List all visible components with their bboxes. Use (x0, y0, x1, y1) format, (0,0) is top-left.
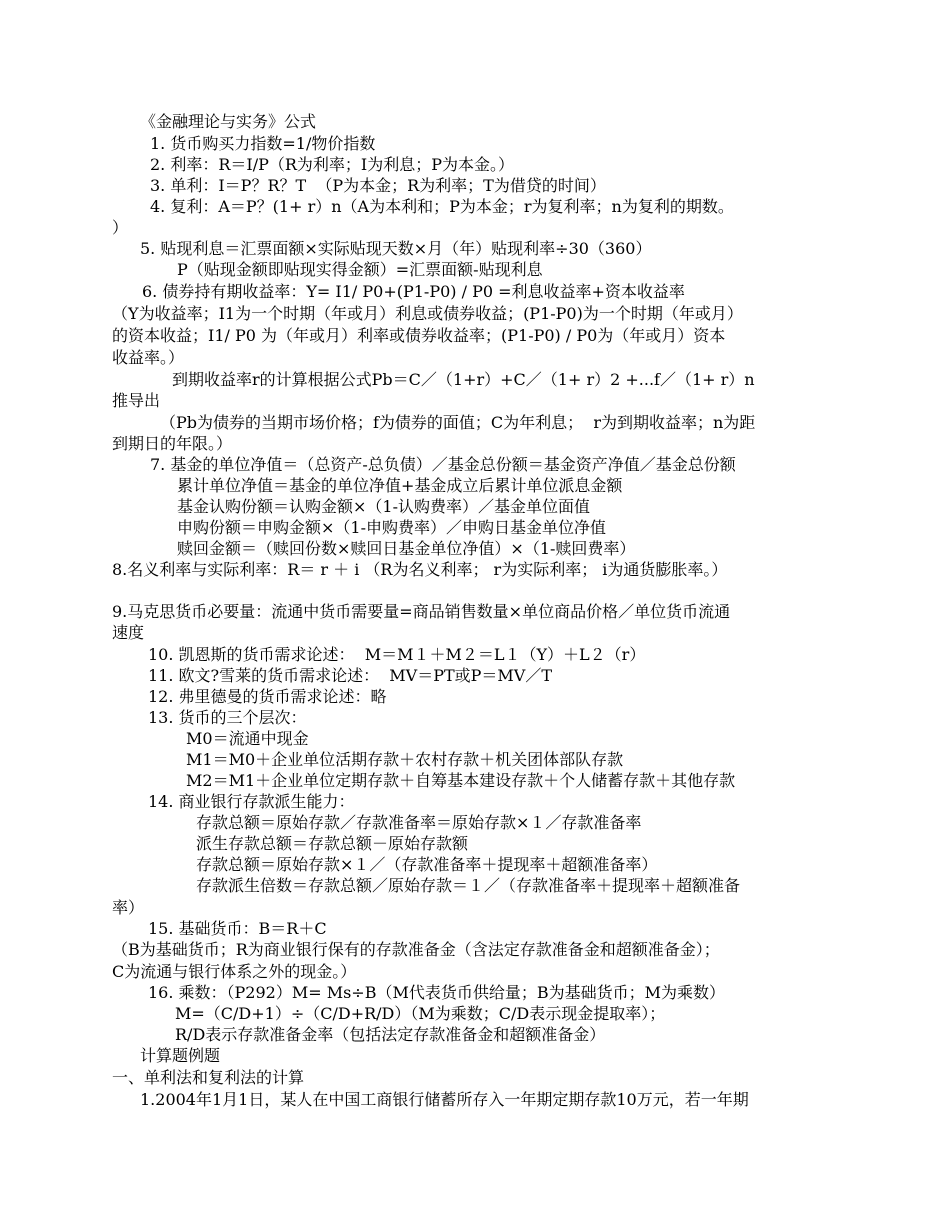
text-line: 的资本收益；I1/ P0 为（年或月）利率或债券收益率；(P1-P0) / P0为（年或月）资本 (112, 326, 726, 345)
text-line: 12. 弗里德曼的货币需求论述：略 (148, 687, 387, 706)
text-line: 7. 基金的单位净值＝（总资产-总负债）／基金总份额＝基金资产净值／基金总份额 (150, 455, 736, 474)
text-line: 2. 利率：R＝I/P（R为利率；I为利息；P为本金。） (150, 155, 515, 174)
text-line: P（贴现金额即贴现实得金额）=汇票面额-贴现利息 (177, 260, 543, 279)
text-line: M0＝流通中现金 (186, 729, 309, 748)
text-line: 赎回金额＝（赎回份数×赎回日基金单位净值）×（1-赎回费率） (177, 539, 636, 558)
text-line: M1＝M0＋企业单位活期存款＋农村存款＋机关团体部队存款 (186, 750, 624, 769)
text-line: 一、单利法和复利法的计算 (112, 1068, 305, 1087)
text-line: 存款派生倍数＝存款总额／原始存款＝１／（存款准备率＋提现率＋超额准备 (196, 876, 741, 895)
text-line: （B为基础货币；R为商业银行保有的存款准备金（含法定存款准备金和超额准备金）； (112, 940, 720, 959)
text-line: 到期收益率r的计算根据公式Pb＝C／（1+r）+C／（1+ r）2 +...f／（1+ r）n (172, 370, 755, 389)
text-line: 基金认购份额＝认购金额×（1-认购费率）／基金单位面值 (177, 497, 590, 516)
text-line: 6. 债券持有期收益率：Y= I1/ P0+(P1-P0) / P0 =利息收益率+资本收益率 (142, 282, 685, 301)
text-line: 1. 货币购买力指数=1/物价指数 (150, 134, 376, 153)
text-line: R/D表示存款准备金率（包括法定存款准备金和超额准备金） (175, 1025, 606, 1044)
text-line: 16. 乘数：（P292）M= Ms÷B（M代表货币供给量；B为基础货币；M为乘数） (148, 983, 725, 1002)
text-line: 10. 凯恩斯的货币需求论述： M＝M１＋M２＝L１（Y）＋L２（r） (148, 645, 646, 664)
text-line: 4. 复利：A＝P？(1+ r）n（A为本利和；P为本金；r为复利率；n为复利的期数。 (150, 197, 734, 216)
text-line: 3. 单利：I＝P？R？T （P为本金；R为利率；T为借贷的时间） (150, 176, 606, 195)
text-line: （Pb为债券的当期市场价格；f为债券的面值；C为年利息； r为到期收益率；n为距 (160, 413, 756, 432)
text-line: 13. 货币的三个层次： (148, 708, 307, 727)
text-line: 率） (112, 898, 145, 917)
text-line: 《金融理论与实务》公式 (140, 112, 317, 131)
text-line: 收益率。） (112, 348, 185, 367)
text-line: 8.名义利率与实际利率：R＝ r ＋ i （R为名义利率； r为实际利率； i为通货膨胀率。） (112, 560, 728, 579)
text-line: ） (112, 218, 129, 237)
text-line: C为流通与银行体系之外的现金。） (112, 962, 357, 981)
text-line: 9.马克思货币必要量：流通中货币需要量=商品销售数量×单位商品价格／单位货币流通 (112, 602, 731, 621)
text-line: 到期日的年限。） (112, 434, 233, 453)
text-line: 存款总额＝原始存款×１／（存款准备率＋提现率＋超额准备率） (196, 855, 658, 874)
text-line: 计算题例题 (140, 1046, 221, 1065)
text-line: 申购份额＝申购金额×（1-申购费率）／申购日基金单位净值 (177, 518, 606, 537)
text-line: 累计单位净值＝基金的单位净值+基金成立后累计单位派息金额 (177, 476, 623, 495)
text-line: 派生存款总额＝存款总额－原始存款额 (196, 834, 469, 853)
text-line: 存款总额＝原始存款／存款准备率＝原始存款×１／存款准备率 (196, 813, 642, 832)
text-line: 推导出 (112, 391, 161, 410)
text-line: 11. 欧文?雪莱的货币需求论述： MV＝PT或P＝MV／T (148, 666, 553, 685)
text-line: （Y为收益率；I1为一个时期（年或月）利息或债券收益；(P1-P0)为一个时期（年或月） (112, 304, 743, 323)
text-line: 5. 贴现利息＝汇票面额×实际贴现天数×月（年）贴现利率÷30（360） (140, 239, 652, 258)
text-line: 14. 商业银行存款派生能力： (148, 792, 355, 811)
text-line: M2＝M1＋企业单位定期存款＋自筹基本建设存款＋个人储蓄存款＋其他存款 (186, 771, 736, 790)
text-line: 1.2004年1月1日，某人在中国工商银行储蓄所存入一年期定期存款10万元，若一年期 (140, 1090, 749, 1109)
text-line: M=（C/D+1）÷（C/D+R/D）（M为乘数；C/D表示现金提取率）； (175, 1004, 666, 1023)
text-line: 速度 (112, 623, 145, 642)
text-line: 15. 基础货币：B＝R＋C (148, 919, 327, 938)
